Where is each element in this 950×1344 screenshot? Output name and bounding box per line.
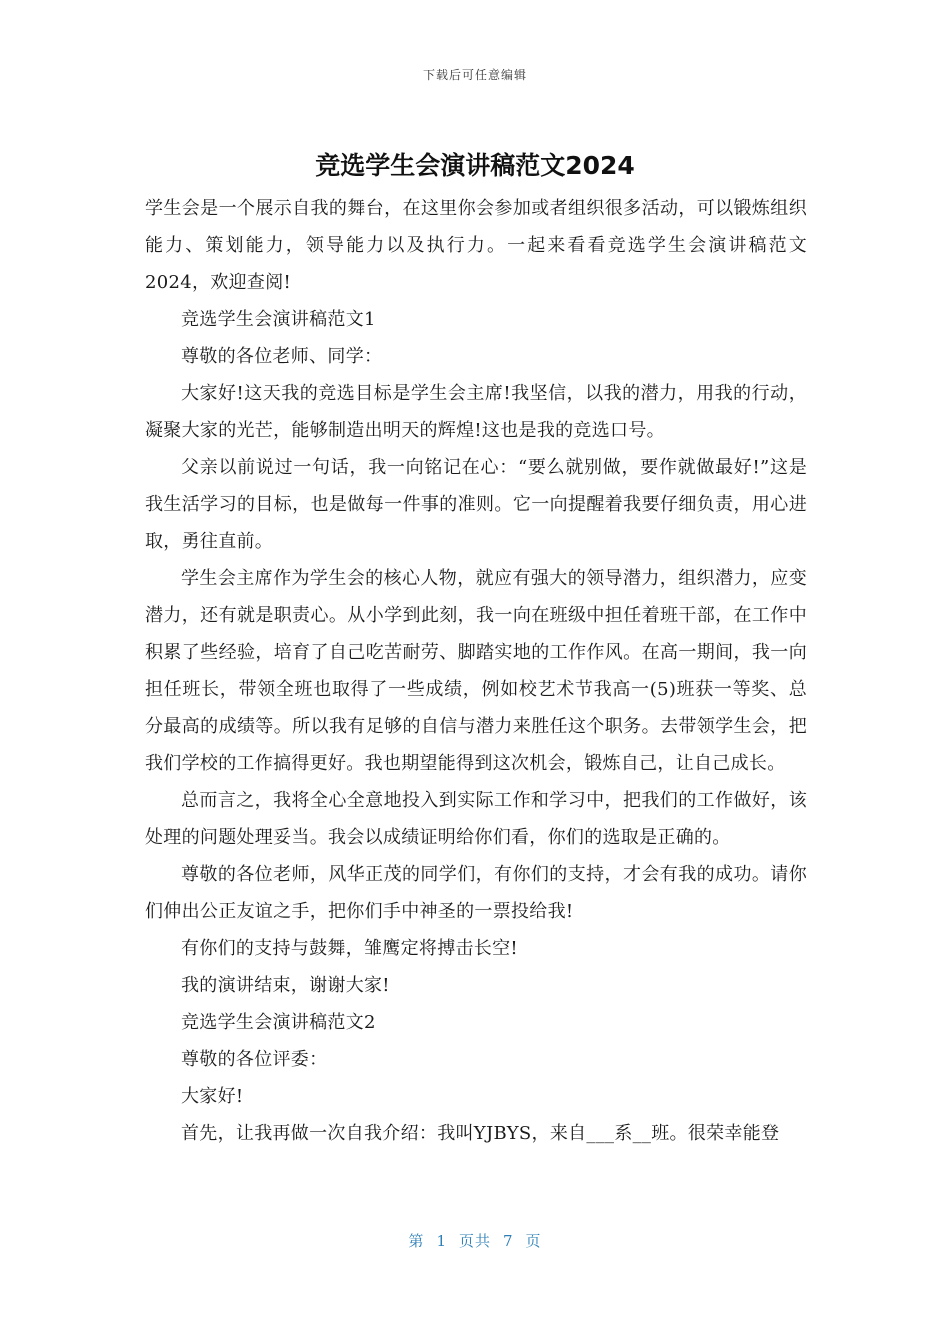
paragraph: 我的演讲结束，谢谢大家! xyxy=(181,975,390,996)
paragraph-intro: 学生会是一个展示自我的舞台，在这里你会参加或者组织很多活动，可以锻炼组织能力、策划能力，领导能力以及执行力。一起来看看竞选学生会演讲稿范文2024，欢迎查阅! xyxy=(145,198,807,293)
paragraph: 大家好!这天我的竞选目标是学生会主席!我坚信，以我的潜力，用我的行动，凝聚大家的光芒，能够制造出明天的辉煌!这也是我的竞选口号。 xyxy=(145,383,807,441)
header-note: 下载后可任意编辑 xyxy=(422,68,527,82)
paragraph: 尊敬的各位老师，风华正茂的同学们，有你们的支持，才会有我的成功。请你们伸出公正友谊之手，把你们手中神圣的一票投给我! xyxy=(145,864,807,922)
page-suffix: 页 xyxy=(525,1232,542,1250)
document-title: 竞选学生会演讲稿范文2024 xyxy=(315,151,635,180)
page-total: 7 xyxy=(503,1232,514,1250)
page-prefix: 第 xyxy=(408,1232,425,1250)
section-heading-1: 竞选学生会演讲稿范文1 xyxy=(181,309,376,330)
paragraph: 有你们的支持与鼓舞，雏鹰定将搏击长空! xyxy=(181,938,518,959)
paragraph: 大家好! xyxy=(181,1086,244,1107)
paragraph: 首先，让我再做一次自我介绍：我叫YJBYS，来自___系__班。很荣幸能登 xyxy=(181,1123,780,1144)
paragraph: 学生会主席作为学生会的核心人物，就应有强大的领导潜力，组织潜力，应变潜力，还有就是职责心。从小学到此刻，我一向在班级中担任着班干部，在工作中积累了些经验，培育了自己吃苦耐劳、脚踏实地的工作作风。在高一期间，我一向担任班长，带领全班也取得了一些成绩，例如校艺术节我高一(5)班获一等奖、总分最高的成绩等。所以我有足够的自信与潜力来胜任这个职务。去带领学生会，把我们学校的工作搞得更好。我也期望能得到这次机会，锻炼自己，让自己成长。 xyxy=(145,568,807,774)
salutation-1: 尊敬的各位老师、同学： xyxy=(181,346,383,367)
salutation-2: 尊敬的各位评委： xyxy=(181,1049,328,1070)
document-body xyxy=(145,190,807,1152)
section-heading-2: 竞选学生会演讲稿范文2 xyxy=(181,1012,376,1033)
paragraph: 父亲以前说过一句话，我一向铭记在心：“要么就别做，要作就做最好!”这是我生活学习的目标，也是做每一件事的准则。它一向提醒着我要仔细负责，用心进取，勇往直前。 xyxy=(145,457,807,552)
paragraph: 总而言之，我将全心全意地投入到实际工作和学习中，把我们的工作做好，该处理的问题处理妥当。我会以成绩证明给你们看，你们的选取是正确的。 xyxy=(145,790,807,848)
page-middle: 页共 xyxy=(458,1232,491,1250)
page-number: 1 xyxy=(436,1232,447,1250)
page-footer xyxy=(0,1230,950,1251)
